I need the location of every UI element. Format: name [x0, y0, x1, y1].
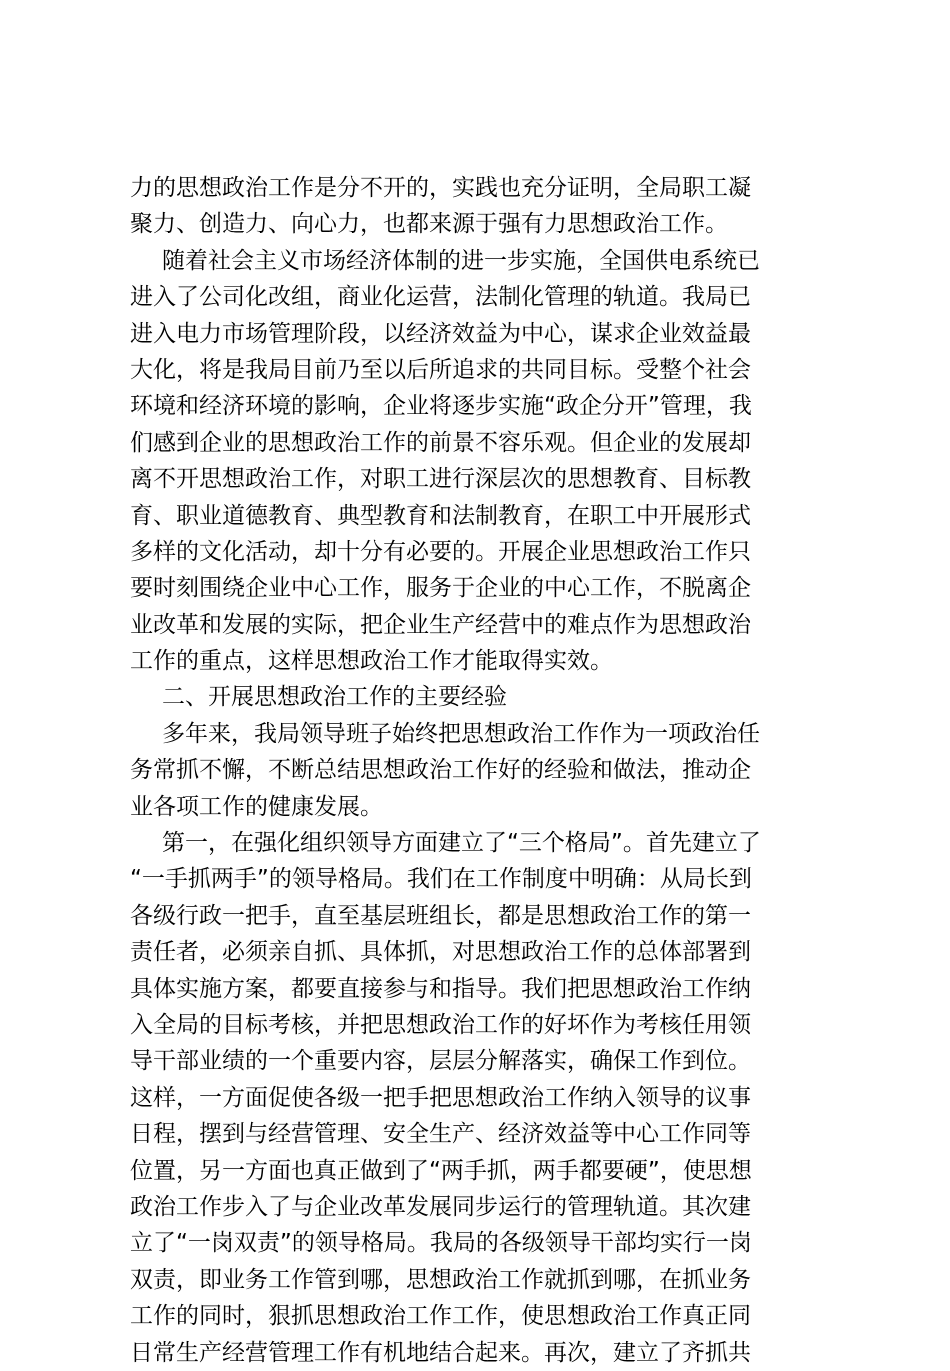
text-line: 环境和经济环境的影响，企业将逐步实施“政企分开”管理，我 — [130, 393, 752, 420]
text-line: 位置，另一方面也真正做到了“两手抓，两手都要硬”，使思想 — [130, 1157, 752, 1184]
text-line: 日程，摆到与经营管理、安全生产、经济效益等中心工作同等 — [130, 1121, 751, 1148]
paragraph-start-line: 第一，在强化组织领导方面建立了“三个格局”。首先建立了 — [162, 830, 761, 857]
text-line: 要时刻围绕企业中心工作，服务于企业的中心工作，不脱离企 — [130, 575, 751, 602]
text-line: 立了“一岗双责”的领导格局。我局的各级领导干部均实行一岗 — [130, 1230, 752, 1257]
text-line: 多样的文化活动，却十分有必要的。开展企业思想政治工作只 — [130, 538, 751, 565]
text-line: 聚力、创造力、向心力，也都来源于强有力思想政治工作。 — [130, 211, 728, 238]
text-line: 双责，即业务工作管到哪，思想政治工作就抓到哪，在抓业务 — [130, 1266, 751, 1293]
text-line: 业改革和发展的实际，把企业生产经营中的难点作为思想政治 — [130, 611, 751, 638]
text-line: 工作的同时，狠抓思想政治工作工作，使思想政治工作真正同 — [130, 1303, 751, 1330]
text-line: 务常抓不懈，不断总结思想政治工作好的经验和做法，推动企 — [130, 757, 751, 784]
text-line: 责任者，必须亲自抓、具体抓，对思想政治工作的总体部署到 — [130, 939, 751, 966]
text-line: 进入电力市场管理阶段，以经济效益为中心，谋求企业效益最 — [130, 320, 751, 347]
text-line: 具体实施方案，都要直接参与和指导。我们把思想政治工作纳 — [130, 975, 751, 1002]
text-line: 离不开思想政治工作，对职工进行深层次的思想教育、目标教 — [130, 466, 751, 493]
text-line: 入全局的目标考核，并把思想政治工作的好坏作为考核任用领 — [130, 1011, 751, 1038]
text-line: “一手抓两手”的领导格局。我们在工作制度中明确：从局长到 — [130, 866, 752, 893]
text-line: 进入了公司化改组，商业化运营，法制化管理的轨道。我局已 — [130, 284, 751, 311]
body-text — [130, 170, 830, 1371]
text-line: 工作的重点，这样思想政治工作才能取得实效。 — [130, 648, 613, 675]
paragraph-start-line: 多年来，我局领导班子始终把思想政治工作作为一项政治任 — [162, 720, 760, 747]
text-line: 日常生产经营管理工作有机地结合起来。再次，建立了齐抓共 — [130, 1339, 751, 1366]
section-heading: 二、开展思想政治工作的主要经验 — [162, 684, 507, 711]
text-line: 大化，将是我局目前乃至以后所追求的共同目标。受整个社会 — [130, 356, 751, 383]
text-line: 们感到企业的思想政治工作的前景不容乐观。但企业的发展却 — [130, 429, 751, 456]
text-line: 业各项工作的健康发展。 — [130, 793, 383, 820]
paragraph-start-line: 随着社会主义市场经济体制的进一步实施，全国供电系统已 — [162, 247, 760, 274]
text-line: 这样，一方面促使各级一把手把思想政治工作纳入领导的议事 — [130, 1084, 751, 1111]
text-line: 力的思想政治工作是分不开的，实践也充分证明，全局职工凝 — [130, 175, 751, 201]
text-line: 育、职业道德教育、典型教育和法制教育，在职工中开展形式 — [130, 502, 751, 529]
text-line: 各级行政一把手，直至基层班组长，都是思想政治工作的第一 — [130, 902, 751, 929]
text-line: 政治工作步入了与企业改革发展同步运行的管理轨道。其次建 — [130, 1193, 751, 1220]
text-line: 导干部业绩的一个重要内容，层层分解落实，确保工作到位。 — [130, 1048, 751, 1075]
